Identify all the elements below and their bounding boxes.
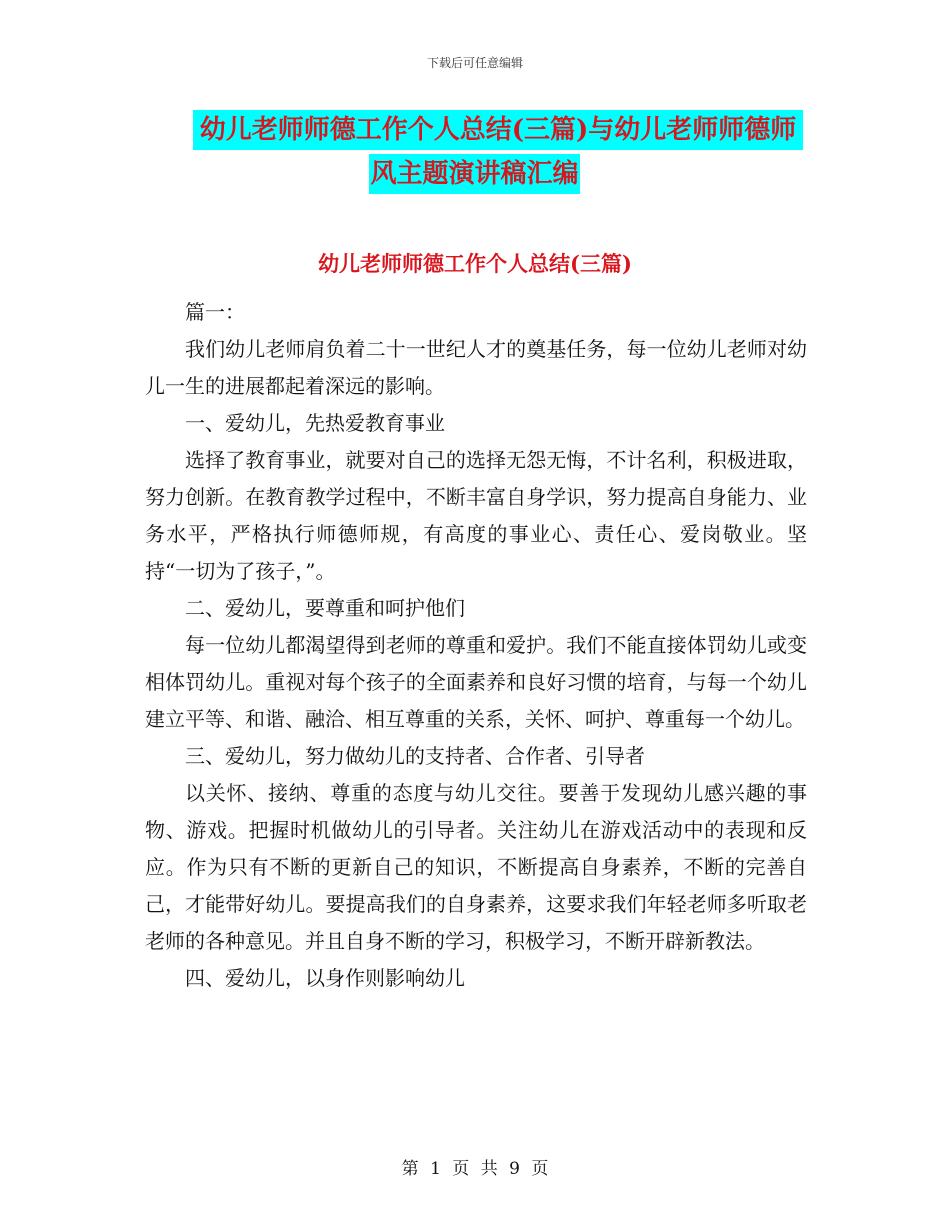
section-subtitle: 幼儿老师师德工作个人总结(三篇) bbox=[318, 251, 632, 276]
paragraph-part-label: 篇一： bbox=[185, 300, 245, 324]
paragraph: 选择了教育事业，就要对自己的选择无怨无悔，不计名利，积极进取，努力创新。在教育教学过程中，不断丰富自身学识，努力提高自身能力、业务水平，严格执行师德师规，有高度的事业心、责任心、爱岗敬业。坚持“一切为了孩子，”。 bbox=[145, 448, 807, 583]
paragraph: 每一位幼儿都渴望得到老师的尊重和爱护。我们不能直接体罚幼儿或变相体罚幼儿。重视对每个孩子的全面素养和良好习惯的培育，与每一个幼儿建立平等、和谐、融洽、相互尊重的关系，关怀、呵护、尊重每一个幼儿。 bbox=[145, 633, 807, 731]
document-title-line-2: 风主题演讲稿汇编 bbox=[369, 154, 580, 194]
section-heading: 二、爱幼儿，要尊重和呵护他们 bbox=[185, 596, 465, 620]
page-footer: 第 1 页 共 9 页 bbox=[401, 1159, 549, 1179]
document-title-line-1: 幼儿老师师德工作个人总结(三篇)与幼儿老师师德师 bbox=[193, 110, 803, 150]
section-heading: 三、爱幼儿，努力做幼儿的支持者、合作者、引导者 bbox=[185, 744, 645, 768]
paragraph: 我们幼儿老师肩负着二十一世纪人才的奠基任务，每一位幼儿老师对幼儿一生的进展都起着深远的影响。 bbox=[145, 337, 807, 398]
header-note: 下载后可任意编辑 bbox=[426, 56, 523, 70]
paragraph: 以关怀、接纳、尊重的态度与幼儿交往。要善于发现幼儿感兴趣的事物、游戏。把握时机做幼儿的引导者。关注幼儿在游戏活动中的表现和反应。作为只有不断的更新自己的知识，不断提高自身素养，不断的完善自己，才能带好幼儿。要提高我们的自身素养，这要求我们年轻老师多听取老老师的各种意见。并且自身不断的学习，积极学习，不断开辟新教法。 bbox=[145, 781, 807, 953]
body-text bbox=[145, 294, 807, 997]
section-heading: 四、爱幼儿，以身作则影响幼儿 bbox=[185, 966, 465, 990]
section-heading: 一、爱幼儿，先热爱教育事业 bbox=[185, 411, 445, 435]
